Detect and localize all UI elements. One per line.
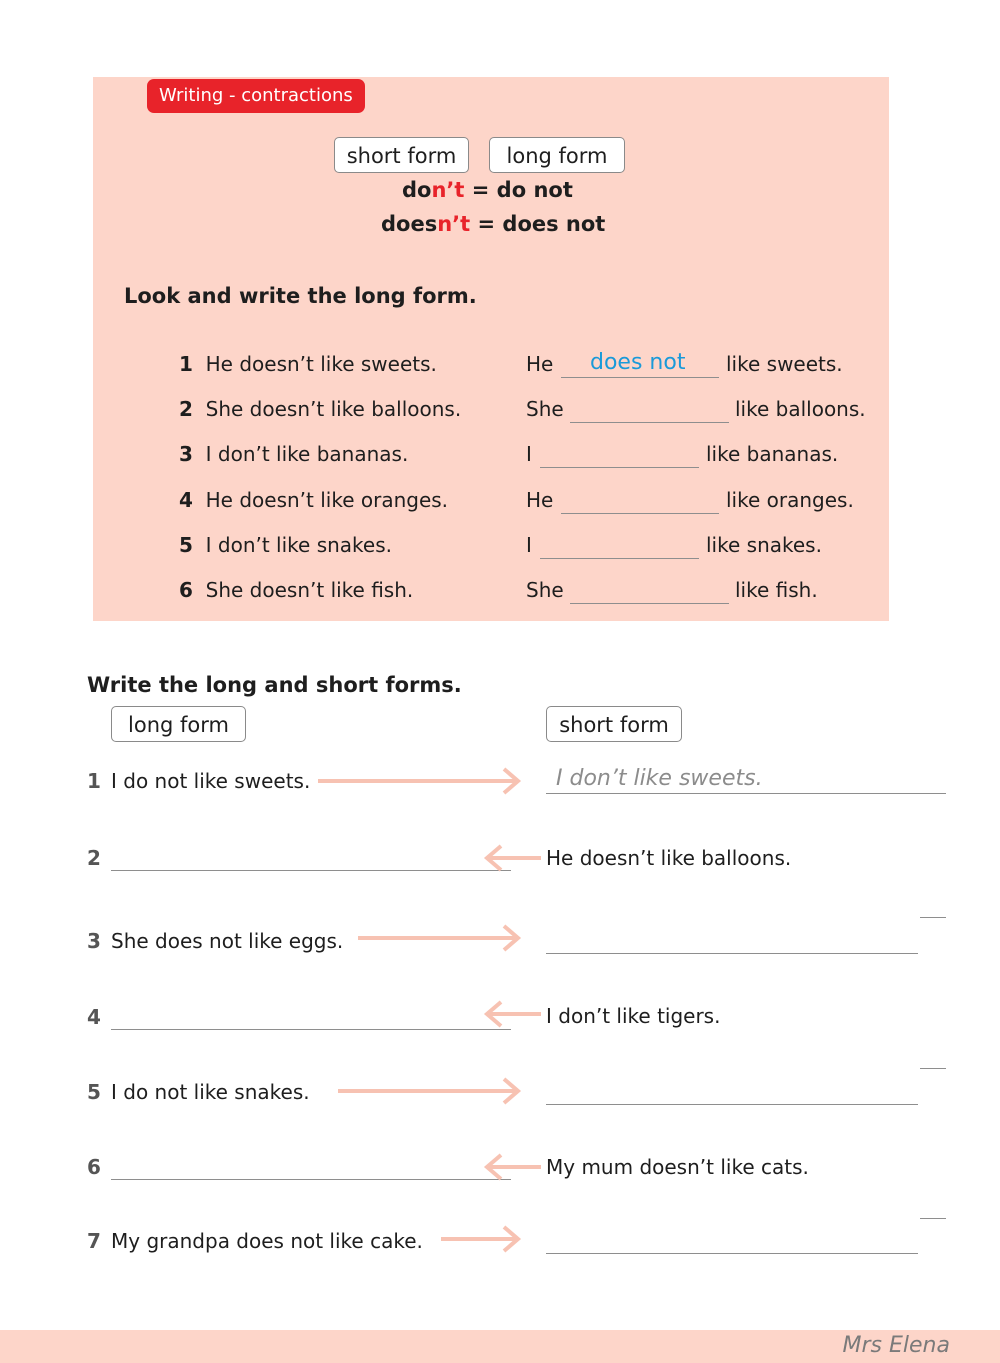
arrow-right-icon — [358, 923, 523, 953]
example-answer: I don’t like sweets. — [556, 766, 763, 791]
item-rest: like balloons. — [735, 397, 866, 421]
answer-line[interactable] — [111, 1029, 511, 1030]
answer-line[interactable] — [540, 467, 699, 468]
tick-line — [920, 1068, 946, 1069]
equation-suffix: n’t — [437, 212, 471, 236]
item-rest: like sweets. — [726, 352, 843, 376]
answer-line[interactable] — [111, 1179, 511, 1180]
long-form-text: I do not like snakes. — [111, 1080, 310, 1104]
long-form-label-box: long form — [489, 137, 625, 173]
item-number: 4 — [179, 488, 193, 512]
author-signature: Mrs Elena — [842, 1333, 950, 1358]
tick-line — [920, 917, 946, 918]
sentence-text: She doesn’t like fish. — [205, 578, 414, 602]
answer-line[interactable] — [546, 1253, 918, 1254]
item-rest: like fish. — [735, 578, 818, 602]
item-rest: like snakes. — [706, 533, 822, 557]
item-sentence — [179, 442, 408, 466]
item-rest: like oranges. — [726, 488, 854, 512]
item-number: 1 — [179, 352, 193, 376]
item-number: 6 — [179, 578, 193, 602]
long-form-text: I do not like sweets. — [111, 769, 311, 793]
item-subject: He — [526, 488, 554, 512]
equation-equals: = — [477, 212, 496, 236]
arrow-right-icon — [338, 1076, 523, 1106]
answer-text[interactable]: does not — [590, 350, 686, 375]
item-subject: He — [526, 352, 554, 376]
equation-suffix: n’t — [431, 178, 465, 202]
answer-line[interactable] — [546, 793, 946, 794]
short-form-label-box: short form — [334, 137, 469, 173]
item-number: 2 — [179, 397, 193, 421]
item-subject: I — [526, 442, 532, 466]
long-form-text: My grandpa does not like cake. — [111, 1229, 423, 1253]
equation-doesnt — [381, 212, 605, 236]
item-number: 4 — [87, 1005, 101, 1029]
equation-dont — [402, 178, 573, 202]
answer-line[interactable] — [561, 377, 719, 378]
item-number: 3 — [179, 442, 193, 466]
sentence-text: I don’t like bananas. — [205, 442, 409, 466]
short-form-text: He doesn’t like balloons. — [546, 846, 792, 870]
short-form-label-box: short form — [546, 706, 682, 742]
sentence-text: He doesn’t like sweets. — [205, 352, 437, 376]
item-sentence — [179, 533, 392, 557]
arrow-left-icon — [485, 1152, 545, 1182]
item-number: 3 — [87, 929, 101, 953]
answer-line[interactable] — [540, 558, 699, 559]
arrow-left-icon — [485, 999, 545, 1029]
equation-equals: = — [471, 178, 490, 202]
arrow-right-icon — [441, 1224, 523, 1254]
item-sentence — [179, 488, 448, 512]
item-number: 5 — [87, 1080, 101, 1104]
item-subject: I — [526, 533, 532, 557]
tick-line — [920, 1218, 946, 1219]
item-rest: like bananas. — [706, 442, 839, 466]
answer-line[interactable] — [570, 603, 729, 604]
arrow-left-icon — [485, 843, 545, 873]
item-sentence — [179, 352, 437, 376]
section1-instruction: Look and write the long form. — [124, 284, 477, 308]
item-subject: She — [526, 397, 564, 421]
item-number: 7 — [87, 1229, 101, 1253]
item-number: 1 — [87, 769, 101, 793]
answer-line[interactable] — [546, 953, 918, 954]
item-subject: She — [526, 578, 564, 602]
equation-long: does not — [502, 212, 606, 236]
item-sentence — [179, 578, 413, 602]
sentence-text: She doesn’t like balloons. — [205, 397, 462, 421]
short-form-text: My mum doesn’t like cats. — [546, 1155, 809, 1179]
answer-line[interactable] — [561, 513, 719, 514]
item-number: 6 — [87, 1155, 101, 1179]
arrow-right-icon — [318, 766, 523, 796]
answer-line[interactable] — [570, 422, 729, 423]
answer-line[interactable] — [111, 870, 511, 871]
section2-instruction: Write the long and short forms. — [87, 673, 462, 697]
long-form-text: She does not like eggs. — [111, 929, 344, 953]
item-number: 2 — [87, 846, 101, 870]
sentence-text: I don’t like snakes. — [205, 533, 393, 557]
equation-long: do not — [496, 178, 573, 202]
equation-stem: do — [402, 178, 432, 202]
long-form-label-box: long form — [111, 706, 246, 742]
answer-line[interactable] — [546, 1104, 918, 1105]
short-form-text: I don’t like tigers. — [546, 1004, 721, 1028]
equation-stem: does — [381, 212, 438, 236]
sentence-text: He doesn’t like oranges. — [205, 488, 449, 512]
section-tag: Writing - contractions — [147, 79, 365, 113]
item-number: 5 — [179, 533, 193, 557]
item-sentence — [179, 397, 461, 421]
